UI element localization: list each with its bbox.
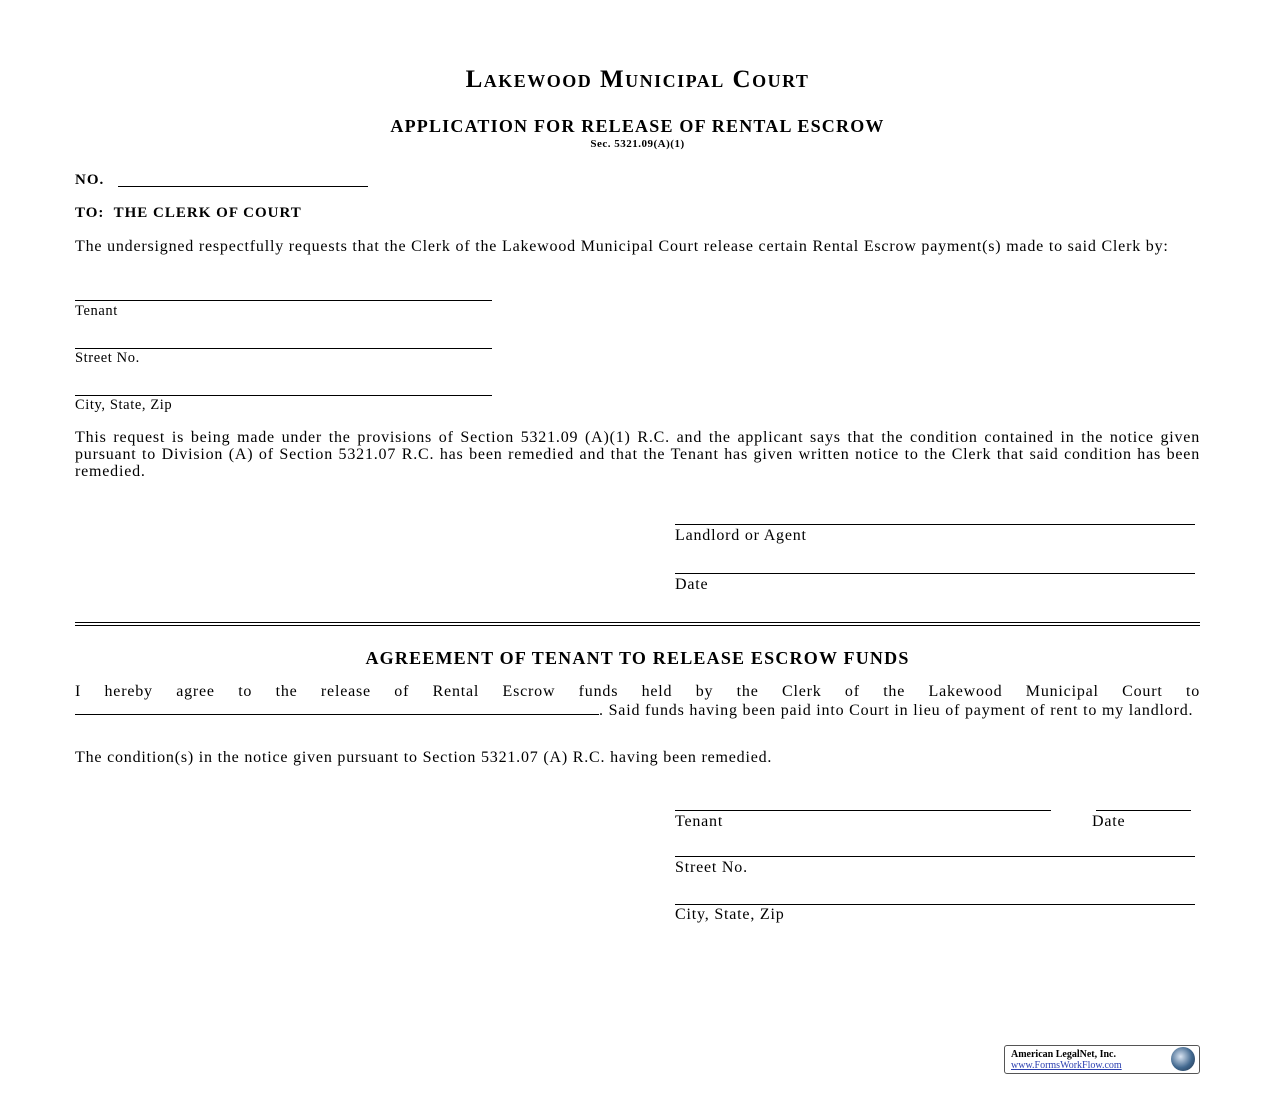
agreement-city-label: City, State, Zip (675, 906, 785, 923)
application-date-label: Date (675, 576, 709, 593)
section-divider (75, 622, 1200, 626)
number-label: NO. (75, 172, 105, 188)
tenant-label: Tenant (75, 303, 118, 319)
street-field[interactable] (75, 348, 492, 349)
provisions-paragraph: This request is being made under the provisions of Section 5321.09 (A)(1) R.C. and the applicant says that the condition contained in the notice given pursuant to Division (A) of Section 5321.07 R.C. has been remedied and that the Tenant has given written notice to the Clerk that said condition has been remedied. (75, 429, 1200, 480)
number-field[interactable] (118, 186, 368, 187)
agreement-text-part2: . Said funds having been paid into Court in lieu of payment of rent to my landlord. (599, 702, 1194, 719)
agreement-city-field[interactable] (675, 904, 1195, 905)
to-clerk-heading: TO: THE CLERK OF COURT (75, 205, 302, 221)
tenant-signature-field[interactable] (675, 810, 1051, 811)
agreement-street-label: Street No. (675, 859, 748, 876)
legalnet-badge[interactable] (1004, 1045, 1200, 1074)
court-name: Lakewood Municipal Court (465, 66, 810, 93)
agreement-text-part1: I hereby agree to the release of Rental Escrow funds held by the Clerk of the Lakewood Municipal Court to (75, 683, 1200, 700)
landlord-label: Landlord or Agent (675, 527, 807, 544)
request-paragraph: The undersigned respectfully requests that the Clerk of the Lakewood Municipal Court release certain Rental Escrow payment(s) made to said Clerk by: (75, 238, 1169, 255)
agreement-street-field[interactable] (675, 856, 1195, 857)
company-url[interactable]: www.FormsWorkFlow.com (1011, 1060, 1122, 1071)
city-field[interactable] (75, 395, 492, 396)
condition-paragraph: The condition(s) in the notice given pursuant to Section 5321.07 (A) R.C. having been remedied. (75, 749, 773, 766)
section-reference: Sec. 5321.09(A)(1) (590, 138, 685, 150)
agreement-date-label: Date (1092, 813, 1126, 830)
agreement-title: AGREEMENT OF TENANT TO RELEASE ESCROW FUNDS (365, 648, 910, 668)
agreement-paragraph (75, 683, 1200, 719)
application-date-field[interactable] (675, 573, 1195, 574)
company-name: American LegalNet, Inc. (1011, 1049, 1116, 1060)
city-label: City, State, Zip (75, 397, 173, 413)
release-to-field[interactable] (75, 700, 599, 715)
landlord-signature-field[interactable] (675, 524, 1195, 525)
tenant-field[interactable] (75, 300, 492, 301)
form-title: APPLICATION FOR RELEASE OF RENTAL ESCROW (390, 116, 885, 136)
globe-icon (1171, 1047, 1195, 1071)
street-label: Street No. (75, 350, 140, 366)
agreement-tenant-label: Tenant (675, 813, 724, 830)
agreement-date-field[interactable] (1096, 810, 1191, 811)
